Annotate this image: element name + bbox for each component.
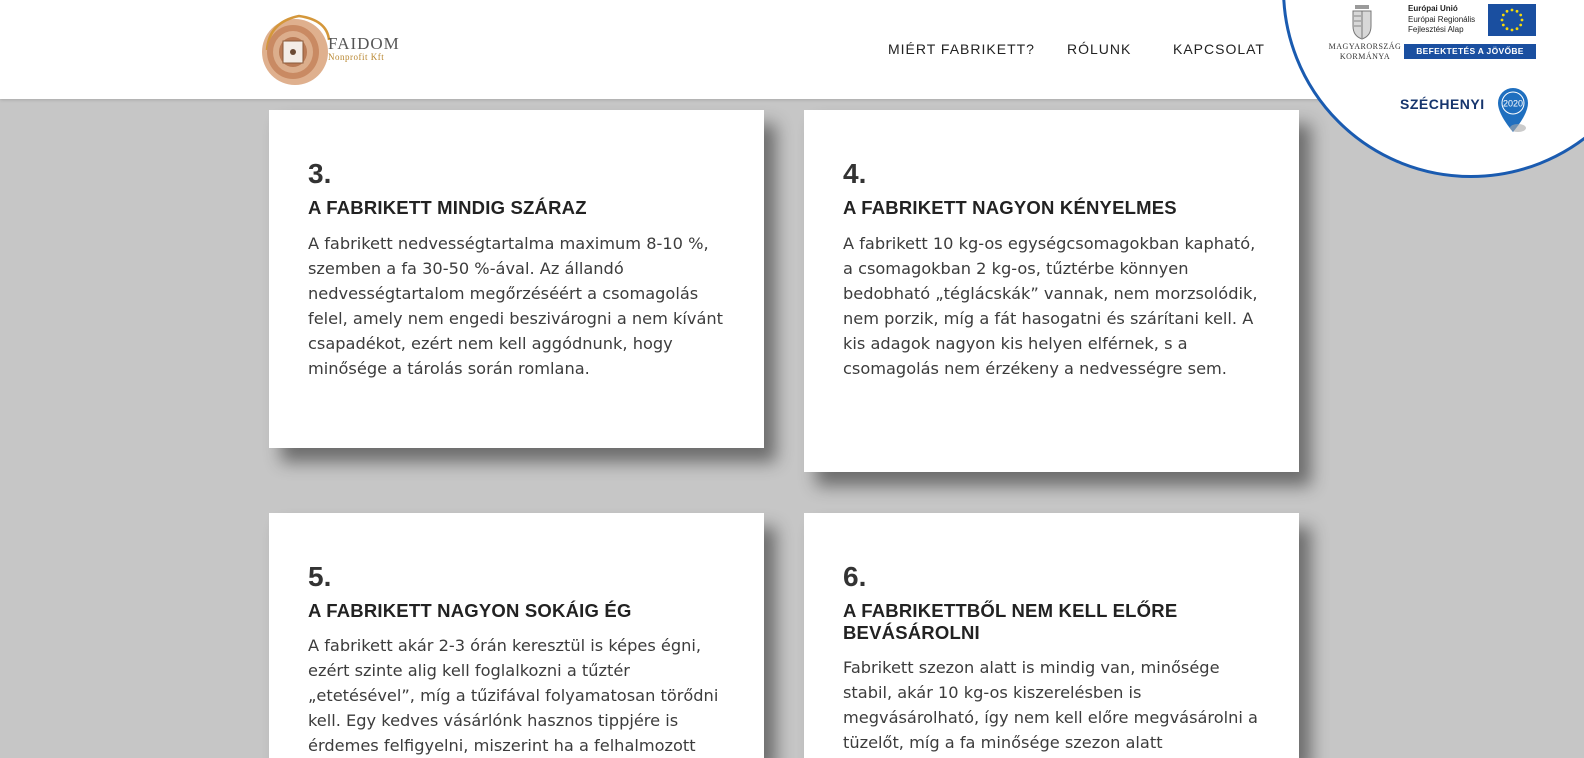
log-rings-icon [259,10,331,88]
hungarian-coat-of-arms-icon [1350,2,1374,40]
eu-regional-label: Európai Regionális [1408,14,1476,24]
eu-flag-icon [1488,4,1536,36]
year-label: 2020 [1502,98,1524,109]
card-body: A fabrikett 10 kg-os egységcsomagokban kapható, a csomagokban 2 kg-os, tűztérbe könnyen bedobható „téglácskák” vannak, nem morzsolódik, nem porzik, míg a fát hasogatni és szárítani kell. A kis adagok nagyon kis helyen elférnek, s a csomagolás nem érzékeny a nedvességre sem. [843,234,1258,378]
card-title: A FABRIKETT NAGYON KÉNYELMES [843,197,1177,218]
eu-fund-text [1408,4,1475,36]
eu-union-label: Európai Unió [1408,4,1458,13]
szechenyi-label: SZÉCHENYI [1400,96,1485,112]
hungarian-government-label: MAGYARORSZÁG KORMÁNYA [1328,42,1402,61]
card-number: 3. [308,158,332,189]
card-body: A fabrikett nedvességtartalma maximum 8-10 %, szemben a fa 30-50 %-ával. Az állandó nedvességtartalom megőrzéséért a csomagolás felel, amely nem engedi beszivárogni a nem kívánt csapadékot, ezért nem kell aggódnunk, hogy minősége a tárolás során romlana. [308,234,723,378]
card-body: A fabrikett akár 2-3 órán keresztül is képes égni, ezért szinte alig kell foglalkozni a tűztér „etetésével”, míg a tűzifával folyamatosan törődni kell. Egy kedves vásárlónk hasznos tippjére is érdemes felfigyelni, miszerint ha a felhalmozott [308,636,719,755]
card-number: 5. [308,561,332,592]
feature-card-3 [269,110,764,448]
logo-text: FAIDOM [328,34,400,53]
card-number: 6. [843,561,867,592]
card-title: A FABRIKETTBŐL NEM KELL ELŐRE BEVÁSÁROLNI [843,600,1178,643]
logo-subtitle: Nonprofit Kft [328,52,385,62]
nav-kapcsolat[interactable]: KAPCSOLAT [1173,41,1265,57]
nav-miert-fabrikett[interactable]: MIÉRT FABRIKETT? [888,41,1035,57]
eu-funding-badge-content [1320,0,1584,140]
card-title: A FABRIKETT MINDIG SZÁRAZ [308,197,587,218]
faidom-logo[interactable] [259,10,409,88]
invest-future-strip: BEFEKTETÉS A JÖVŐBE [1404,44,1536,59]
card-title: A FABRIKETT NAGYON SOKÁIG ÉG [308,600,632,621]
feature-card-5 [269,513,764,758]
szechenyi-2020-pin-icon [1496,86,1530,134]
card-number: 4. [843,158,867,189]
eu-fund-label: Fejlesztési Alap [1408,25,1464,34]
nav-rolunk[interactable]: RÓLUNK [1067,41,1132,57]
feature-card-6 [804,513,1299,758]
feature-card-4 [804,110,1299,472]
card-body: Fabrikett szezon alatt is mindig van, minősége stabil, akár 10 kg-os kiszerelésben is megvásárolható, így nem kell előre megvásárolni a tüzelőt, míg a fa minősége szezon alatt [843,658,1258,752]
